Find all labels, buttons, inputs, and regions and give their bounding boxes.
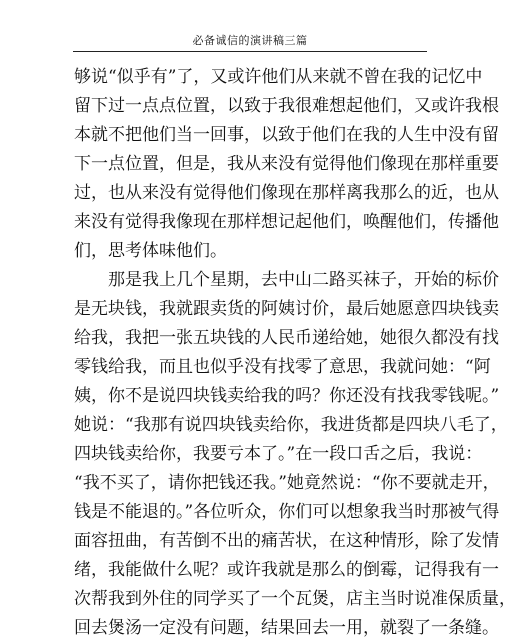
text-line: “我不买了，请你把钱还我。”她竟然说：“你不要就走开， [74, 473, 500, 493]
text-line: 本就不把他们当一回事，以致于他们在我的人生中没有留 [74, 125, 499, 145]
text-line: 是无块钱，我就跟卖货的阿姨讨价，最后她愿意四块钱卖 [74, 299, 499, 319]
paragraph-start-line: 那是我上几个星期，去中山二路买袜子，开始的标价 [108, 270, 499, 290]
text-line: 四块钱卖给你，我要亏本了。”在一段口舌之后，我说： [74, 444, 483, 464]
text-line: 留下过一点点位置，以致于我很难想起他们，又或许我根 [74, 96, 499, 116]
text-line: 零钱给我，而且也似乎没有找零了意思，我就问她：“阿 [74, 357, 491, 377]
text-line: 来没有觉得我像现在那样想记起他们，唤醒他们，传播他 [74, 212, 499, 232]
text-line: 们，思考体味他们。 [74, 241, 227, 261]
text-line: 过，也从来没有觉得他们像现在那样离我那么的近，也从 [74, 183, 499, 203]
text-line: 钱是不能退的。”各位听众，你们可以想象我当时那被气得 [74, 502, 500, 522]
document-body [74, 63, 516, 638]
text-line: 面容扭曲，有苦倒不出的痛苦状，在这种情形，除了发情 [74, 531, 499, 551]
text-line: 给我，我把一张五块钱的人民币递给她，她很久都没有找 [74, 328, 499, 348]
text-line: 姨，你不是说四块钱卖给我的吗？你还没有找我零钱呢。” [74, 386, 500, 406]
text-line: 她说：“我那有说四块钱卖给你，我进货都是四块八毛了， [74, 415, 508, 435]
text-line-cut-off: 回去煲汤一定没有问题，结果回去一用，就裂了一条缝。 [74, 618, 499, 638]
text-line: 次帮我到外住的同学买了一个瓦煲，店主当时说准保质量， [74, 589, 516, 609]
header-divider [73, 51, 427, 52]
page-header: 必备诚信的演讲稿三篇 [192, 34, 308, 47]
text-line: 够说“似乎有”了，又或许他们从来就不曾在我的记忆中 [74, 67, 483, 87]
text-line: 下一点位置，但是，我从来没有觉得他们像现在那样重要 [74, 154, 499, 174]
text-line: 绪，我能做什么呢？或许我就是那么的倒霉，记得我有一 [74, 560, 499, 580]
